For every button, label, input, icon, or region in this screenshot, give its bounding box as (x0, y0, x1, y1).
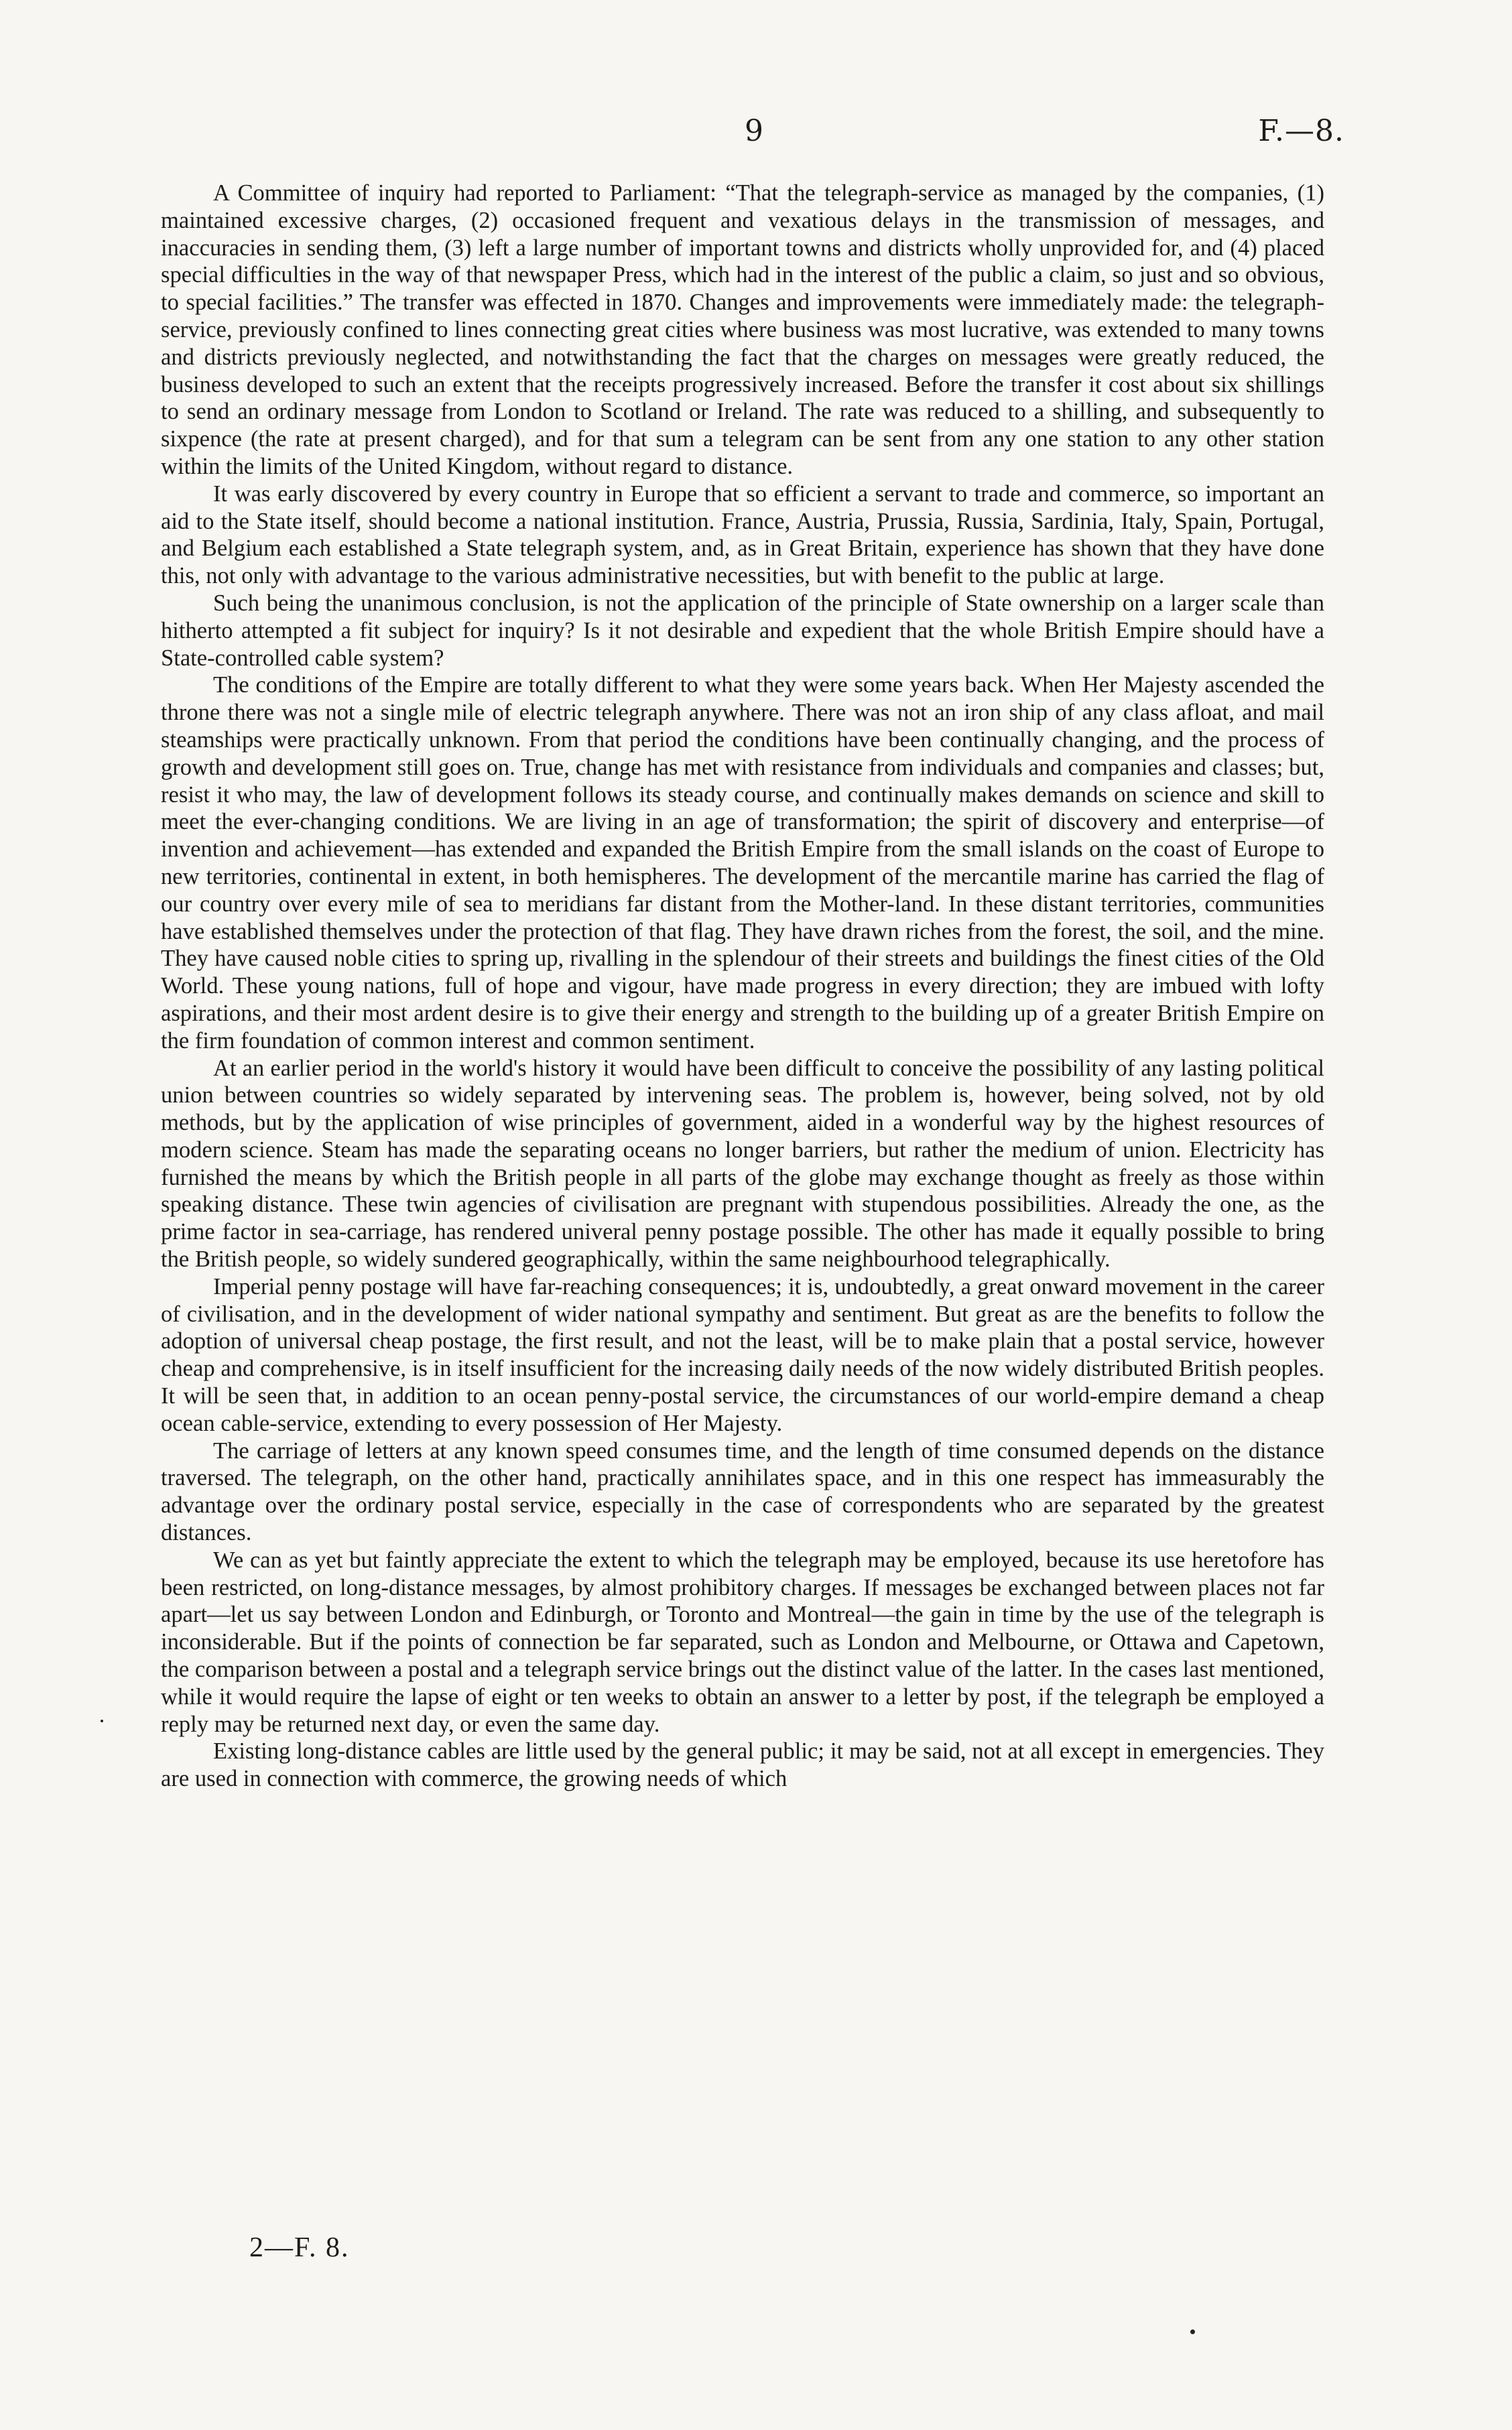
paragraph-existing-cables: Existing long-distance cables are little used by the general public; it may be said, not at all except in emergencies. They are used in connection with commerce, the growing needs of which (161, 1738, 1324, 1792)
paragraph-conditions-of-empire: The conditions of the Empire are totally different to what they were some years back. When Her Majesty ascended the throne there was not a single mile of electric telegraph anywhere. There was not an iron ship of any class afloat, and mail steamships were practically unknown. From that period the conditions have been continually changing, and the process of growth and development still goes on. True, change has met with resistance from individuals and companies and classes; but, resist it who may, the law of development follows its steady course, and continually makes demands on science and skill to meet the ever-changing conditions. We are living in an age of transformation; the spirit of discovery and enterprise—of invention and achievement—has extended and expanded the British Empire from the small islands on the coast of Europe to new territories, continental in extent, in both hemispheres. The development of the mercantile marine has carried the flag of our country over every mile of sea to meridians far distant from the Mother-land. In these distant territories, communities have established themselves under the protection of that flag. They have drawn riches from the forest, the soil, and the mine. They have caused noble cities to spring up, rivalling in the splendour of their streets and buildings the finest cities of the Old World. These young nations, full of hope and vigour, have made progress in every direction; they are imbued with lofty aspirations, and their most ardent desire is to give their energy and strength to the building up of a greater British Empire on the firm foundation of common interest and common sentiment. (161, 672, 1324, 1053)
document-reference: F.—8. (1258, 114, 1344, 148)
signature-mark: 2—F. 8. (249, 2232, 350, 2263)
paragraph-committee-inquiry: A Committee of inquiry had reported to Parliament: “That the telegraph-service as managed by the companies, (1) maintained excessive charges, (2) occasioned frequent and vexatious delays in the transmission of messages, and inaccuracies in sending them, (3) left a large number of important towns and districts wholly unprovided for, and (4) placed special difficulties in the way of that newspaper Press, which had in the interest of the public a claim, so just and so obvious, to special facilities.” The transfer was effected in 1870. Changes and improvements were immediately made: the telegraph-service, previously confined to lines connecting great cities where business was most lucrative, was extended to many towns and districts previously neglected, and notwithstanding the fact that the charges on messages were greatly reduced, the business developed to such an extent that the receipts progressively increased. Before the transfer it cost about six shillings to send an ordinary message from London to Scotland or Ireland. The rate was reduced to a shilling, and subsequently to sixpence (the rate at present charged), and for that sum a telegram can be sent from any one station to any other station within the limits of the United Kingdom, without regard to distance. (161, 180, 1324, 479)
paragraph-imperial-penny-postage: Imperial penny postage will have far-reaching consequences; it is, undoubtedly, a great onward movement in the career of civilisation, and in the development of wider national sympathy and sentiment. But great as are the benefits to follow the adoption of universal cheap postage, the first result, and not the least, will be to make plain that a postal service, however cheap and comprehensive, is in itself insufficient for the increasing daily needs of the now widely distributed British peoples. It will be seen that, in addition to an ocean penny-postal service, the circumstances of our world-empire demand a cheap ocean cable-service, extending to every possession of Her Majesty. (161, 1273, 1324, 1436)
paragraph-telegraph-extent: We can as yet but faintly appreciate the extent to which the telegraph may be employed, because its use heretofore has been restricted, on long-distance messages, by almost prohibitory charges. If messages be exchanged between places not far apart—let us say between London and Edinburgh, or Toronto and Montreal—the gain in time by the use of the telegraph is inconsiderable. But if the points of connection be far separated, such as London and Melbourne, or Ottawa and Capetown, the comparison between a postal and a telegraph service brings out the distinct value of the latter. In the cases last mentioned, while it would require the lapse of eight or ten weeks to obtain an answer to a letter by post, if the telegraph be employed a reply may be returned next day, or even the same day. (161, 1547, 1324, 1737)
body-text (161, 180, 1324, 1793)
ink-speck (101, 1720, 103, 1722)
paragraph-state-ownership-question: Such being the unanimous conclusion, is not the application of the principle of State ownership on a larger scale than hitherto attempted a fit subject for inquiry? Is it not desirable and expedient that the whole British Empire should have a State-controlled cable system? (161, 590, 1324, 671)
ink-speck (1190, 2329, 1195, 2334)
paragraph-european-state-telegraphs: It was early discovered by every country in Europe that so efficient a servant to trade and commerce, so important an aid to the State itself, should become a national institution. France, Austria, Prussia, Russia, Sardinia, Italy, Spain, Portugal, and Belgium each established a State telegraph system, and, as in Great Britain, experience has shown that they have done this, not only with advantage to the various administrative necessities, but with benefit to the public at large. (161, 481, 1324, 589)
paragraph-political-union: At an earlier period in the world's history it would have been difficult to conceive the possibility of any lasting political union between countries so widely separated by intervening seas. The problem is, however, being solved, not by old methods, but by the application of wise principles of government, aided in a wonderful way by the highest resources of modern science. Steam has made the separating oceans no longer barriers, but rather the medium of union. Electricity has furnished the means by which the British people in all parts of the globe may exchange thought as freely as those within speaking distance. These twin agencies of civilisation are pregnant with stupendous possibilities. Already the one, as the prime factor in sea-carriage, has rendered univeral penny postage possible. The other has made it equally possible to bring the British people, so widely sundered geographically, within the same neighbourhood telegraphically. (161, 1055, 1324, 1273)
paragraph-carriage-of-letters: The carriage of letters at any known speed consumes time, and the length of time consumed depends on the distance traversed. The telegraph, on the other hand, practically annihilates space, and in this one respect has immeasurably the advantage over the ordinary postal service, especially in the case of correspondents who are separated by the greatest distances. (161, 1437, 1324, 1546)
page-number: 9 (745, 114, 763, 148)
